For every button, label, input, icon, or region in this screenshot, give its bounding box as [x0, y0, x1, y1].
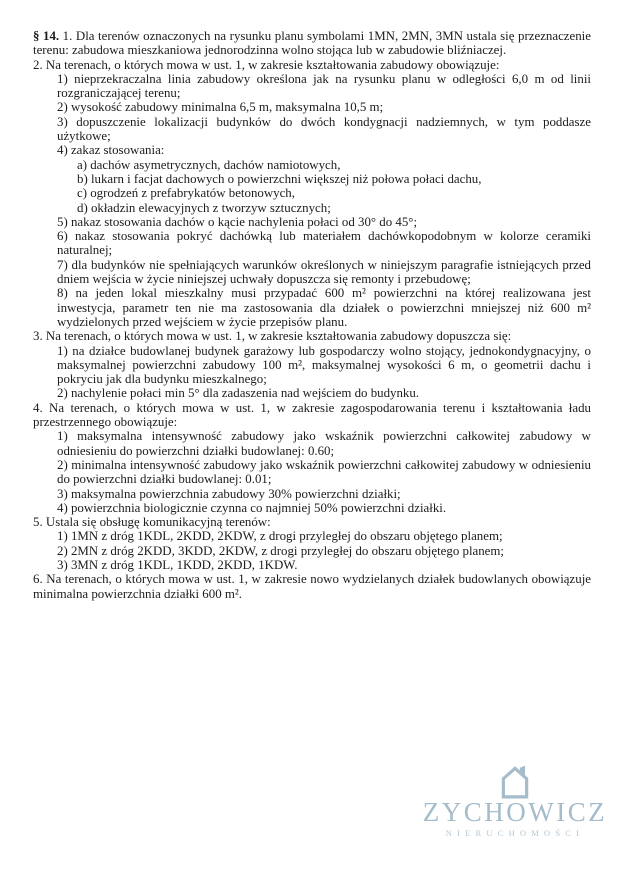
paragraph: d) okładzin elewacyjnych z tworzyw sztucznych;: [77, 200, 331, 215]
paragraph: 2) wysokość zabudowy minimalna 6,5 m, maksymalna 10,5 m;: [57, 100, 384, 115]
paragraph: b) lukarn i facjat dachowych o powierzchni większej niż połowa połaci dachu,: [77, 171, 482, 186]
logo-brand-text: ZYCHOWICZ: [422, 797, 608, 827]
paragraph: 1) 1MN z dróg 1KDL, 2KDD, 2KDW, z drogi przyległej do obszaru objętego planem;: [57, 529, 503, 544]
paragraph: 3) maksymalna powierzchnia zabudowy 30% powierzchni działki;: [57, 486, 401, 501]
paragraph: 4) zakaz stosowania:: [57, 143, 165, 158]
paragraph: 5. Ustala się obsługę komunikacyjną terenów:: [33, 515, 271, 530]
paragraph: 1) nieprzekraczalna linia zabudowy określona jak na rysunku planu w odległości 6,0 m od linii rozgraniczającej terenu;: [57, 71, 591, 101]
paragraph: 3) dopuszczenie lokalizacji budynków do dwóch kondygnacji nadziemnych, w tym poddasze użytkowe;: [57, 114, 591, 144]
paragraph: 2. Na terenach, o których mowa w ust. 1, w zakresie kształtowania zabudowy obowiązuje:: [33, 57, 500, 72]
paragraph: 6) nakaz stosowania pokryć dachówką lub materiałem dachówkopodobnym w kolorze ceramiki naturalnej;: [57, 229, 591, 258]
paragraph: 2) 2MN z dróg 2KDD, 3KDD, 2KDW, z drogi przyległej do obszaru objętego planem;: [57, 543, 505, 558]
paragraph: a) dachów asymetrycznych, dachów namiotowych,: [77, 157, 341, 172]
paragraph: 5) nakaz stosowania dachów o kącie nachylenia połaci od 30° do 45°;: [57, 214, 418, 229]
paragraph: 7) dla budynków nie spełniających warunków określonych w niniejszym paragrafie istniejących przed dniem wejścia w życie niniejszej uchwały dopuszcza się remonty i przebudowę;: [57, 257, 591, 287]
paragraph: 1) na działce budowlanej budynek garażowy lub gospodarczy wolno stojący, jednokondygnacyjny, o maksymalnej powierzchni zabudowy 100 m², maksymalnej wysokości 6 m, o geometrii dachu i pokryciu jak dla budynku mieszkalnego;: [57, 343, 591, 387]
paragraph: 8) na jeden lokal mieszkalny musi przypadać 600 m² powierzchni na której realizowana jest inwestycja, parametr ten nie ma zastosowania dla działek o powierzchni mniejszej niż 600 m² wydzielonych przed wejściem w życie przepisów planu.: [57, 286, 591, 329]
paragraph: 3) 3MN z dróg 1KDL, 1KDD, 2KDD, 1KDW.: [57, 557, 298, 572]
section-number: § 14.: [33, 29, 63, 43]
logo-tagline-text: NIERUCHOMOŚCI: [445, 828, 585, 838]
house-icon: [497, 762, 533, 799]
paragraph: § 14. 1. Dla terenów oznaczonych na rysunku planu symbolami 1MN, 2MN, 3MN ustala się przeznaczenie terenu: zabudowa mieszkaniowa jednorodzinna wolno stojąca lub w zabudowie bliźniaczej.: [33, 29, 591, 58]
paragraph: 2) minimalna intensywność zabudowy jako wskaźnik powierzchni całkowitej zabudowy w odniesieniu do powierzchni działki budowlanej: 0.01;: [57, 457, 591, 487]
legal-text: [33, 29, 591, 601]
paragraph: 3. Na terenach, o których mowa w ust. 1, w zakresie kształtowania zabudowy dopuszcza się:: [33, 329, 512, 344]
paragraph: 4) powierzchnia biologicznie czynna co najmniej 50% powierzchni działki.: [57, 500, 447, 515]
zychowicz-logo: [413, 762, 617, 838]
paragraph: 1) maksymalna intensywność zabudowy jako wskaźnik powierzchni całkowitej zabudowy w odniesieniu do powierzchni działki budowlanej: 0.60;: [57, 429, 591, 458]
paragraph: 4. Na terenach, o których mowa w ust. 1, w zakresie zagospodarowania terenu i kształtowania ładu przestrzennego obowiązuje:: [33, 400, 591, 430]
paragraph: 2) nachylenie połaci min 5° dla zadaszenia nad wejściem do budynku.: [57, 386, 420, 401]
paragraph: 6. Na terenach, o których mowa w ust. 1, w zakresie nowo wydzielanych działek budowlanych obowiązuje minimalna powierzchnia działki 600 m².: [33, 572, 591, 601]
paragraph: c) ogrodzeń z prefabrykatów betonowych,: [77, 186, 295, 201]
